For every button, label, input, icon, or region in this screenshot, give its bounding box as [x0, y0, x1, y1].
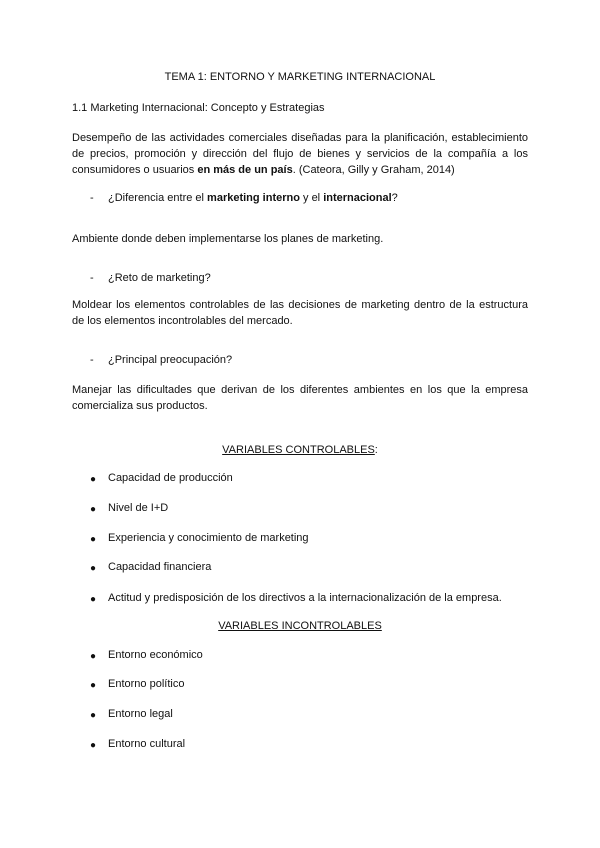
bullet-icon: ● [90, 710, 97, 721]
bullet-icon: ● [90, 651, 97, 662]
bullet-icon: ● [90, 563, 97, 574]
list-item: Entorno legal [108, 708, 173, 720]
definition-emphasis: en más de un país [197, 164, 293, 176]
list-item: Entorno cultural [108, 738, 186, 750]
answer-line: de los elementos incontrolables del mercado. [72, 315, 293, 327]
controllable-heading [72, 442, 528, 459]
list-item: Nivel de I+D [108, 502, 169, 514]
definition-citation: . (Cateora, Gilly y Graham, 2014) [292, 164, 455, 176]
list-item: Capacidad financiera [108, 561, 212, 573]
definition-line: de precios, promoción y dirección del flujo de bienes y servicios de la compañía a los [72, 148, 528, 160]
question-part: ? [391, 192, 398, 204]
question-text [108, 190, 398, 207]
section-heading: 1.1 Marketing Internacional: Concepto y Estrategias [72, 102, 325, 114]
definition-text: consumidores o usuarios [72, 164, 198, 176]
bullet-icon: ● [90, 534, 97, 545]
dash-marker: - [90, 192, 94, 204]
question-emphasis: internacional [323, 192, 392, 204]
list-item: Entorno económico [108, 649, 203, 661]
question-part: y el [299, 192, 324, 204]
controllable-heading-text: VARIABLES CONTROLABLES [222, 444, 375, 456]
dash-marker: - [90, 272, 94, 284]
bullet-icon: ● [90, 594, 97, 605]
answer-line: Moldear los elementos controlables de las decisiones de marketing dentro de la estructura [72, 299, 528, 311]
document-title: TEMA 1: ENTORNO Y MARKETING INTERNACIONAL [164, 71, 436, 83]
list-item: Experiencia y conocimiento de marketing [108, 532, 309, 544]
list-item: Capacidad de producción [108, 472, 233, 484]
definition-line [72, 162, 528, 179]
bullet-icon: ● [90, 740, 97, 751]
question-text: ¿Reto de marketing? [108, 272, 211, 284]
bullet-icon: ● [90, 680, 97, 691]
definition-line: Desempeño de las actividades comerciales diseñadas para la planificación, establecimiento [72, 132, 528, 144]
heading-colon: : [374, 444, 378, 456]
answer-1: Ambiente donde deben implementarse los planes de marketing. [72, 233, 384, 245]
uncontrollable-heading [72, 618, 528, 635]
dash-marker: - [90, 354, 94, 366]
bullet-icon: ● [90, 474, 97, 485]
bullet-icon: ● [90, 504, 97, 515]
question-part: ¿Diferencia entre el [108, 192, 208, 204]
question-emphasis: marketing interno [207, 192, 300, 204]
question-text: ¿Principal preocupación? [108, 354, 233, 366]
list-item: Entorno político [108, 678, 185, 690]
answer-line: comercializa sus productos. [72, 400, 208, 412]
answer-line: Manejar las dificultades que derivan de los diferentes ambientes en los que la empresa [72, 384, 528, 396]
list-item: Actitud y predisposición de los directivos a la internacionalización de la empresa. [108, 592, 502, 604]
uncontrollable-heading-text: VARIABLES INCONTROLABLES [218, 620, 382, 632]
